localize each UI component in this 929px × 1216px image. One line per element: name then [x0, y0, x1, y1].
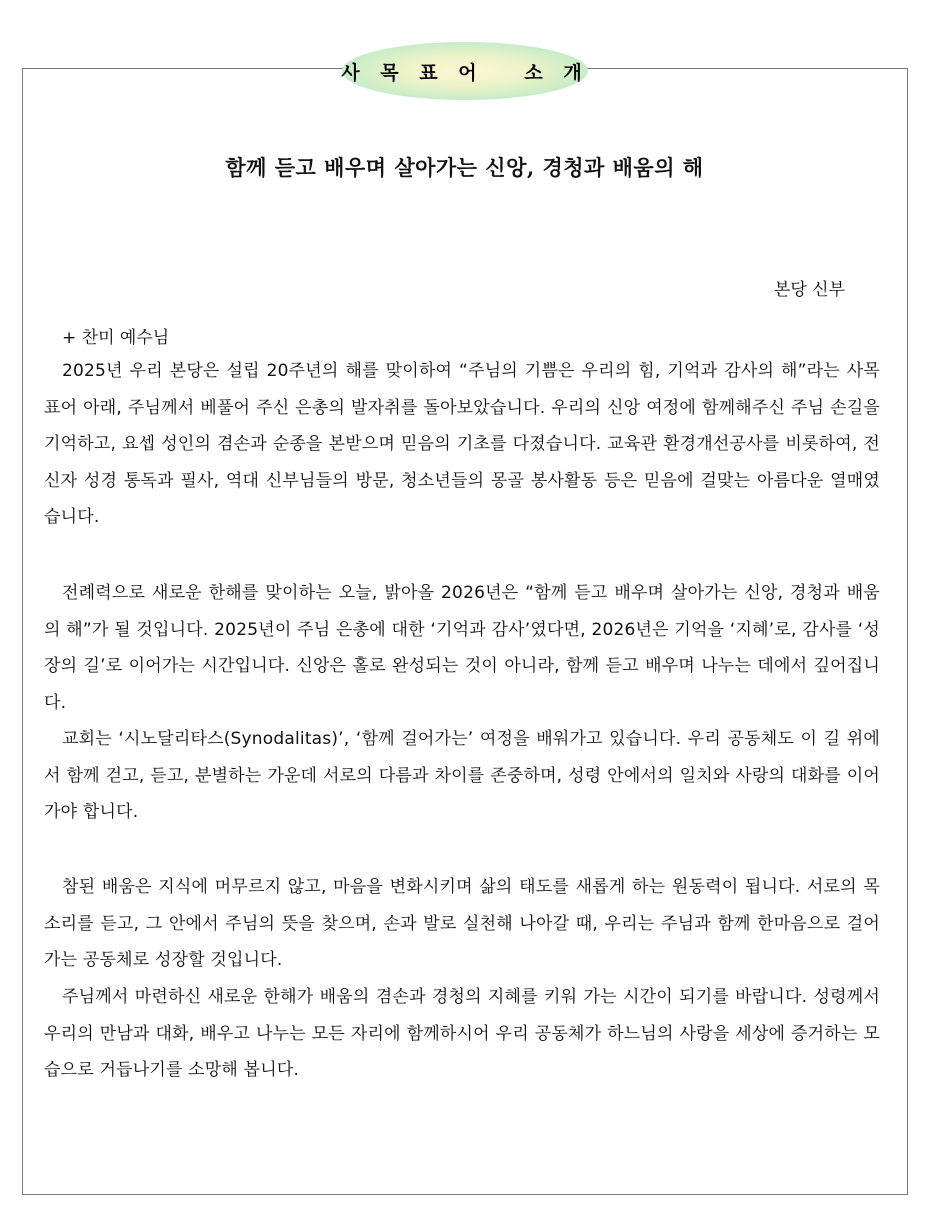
paragraph-block	[44, 353, 880, 536]
document-title: 함께 듣고 배우며 살아가는 신앙, 경청과 배움의 해	[225, 155, 704, 180]
paragraph: 참된 배움은 지식에 머무르지 않고, 마음을 변화시키며 삶의 태도를 새롭게 하는 원동력이 됩니다. 서로의 목소리를 듣고, 그 안에서 주님의 뜻을 찾으며, 손과 발로 실천해 나아갈 때, 우리는 주님과 함께 한마음으로 걸어가는 공동체로 성장할 것입니다.	[44, 877, 880, 970]
author-line: 본당 신부	[773, 280, 845, 300]
paragraph-block	[44, 979, 880, 1089]
greeting-line: + 찬미 예수님	[62, 328, 170, 348]
paragraph: 2025년 우리 본당은 설립 20주년의 해를 맞이하여 “주님의 기쁨은 우리의 힘, 기억과 감사의 해”라는 사목 표어 아래, 주님께서 베풀어 주신 은총의 발자취를 돌아보았습니다. 우리의 신앙 여정에 함께해주신 주님 손길을 기억하고, 요셉 성인의 겸손과 순종을 본받으며 믿음의 기초를 다졌습니다. 교육관 환경개선공사를 비롯하여, 전신자 성경 통독과 필사, 역대 신부님들의 방문, 청소년들의 몽골 봉사활동 등은 믿음에 걸맞는 아름다운 열매였습니다.	[44, 361, 880, 527]
paragraph-block	[44, 721, 880, 831]
paragraph: 주님께서 마련하신 새로운 한해가 배움의 겸손과 경청의 지혜를 키워 가는 시간이 되기를 바랍니다. 성령께서 우리의 만남과 대화, 배우고 나누는 모든 자리에 함께하시어 우리 공동체가 하느님의 사랑을 세상에 증거하는 모습으로 거듭나기를 소망해 봅니다.	[44, 987, 880, 1080]
paragraph-block	[44, 575, 880, 721]
badge-label: 사 목 표 어 소 개	[341, 61, 589, 84]
paragraph-block	[44, 869, 880, 979]
paragraph: 교회는 ‘시노달리타스(Synodalitas)’, ‘함께 걸어가는’ 여정을 배워가고 있습니다. 우리 공동체도 이 길 위에서 함께 걷고, 듣고, 분별하는 가운데 서로의 다름과 차이를 존중하며, 성령 안에서의 일치와 사랑의 대화를 이어가야 합니다.	[44, 729, 880, 822]
paragraph: 전례력으로 새로운 한해를 맞이하는 오늘, 밝아올 2026년은 “함께 듣고 배우며 살아가는 신앙, 경청과 배움의 해”가 될 것입니다. 2025년이 주님 은총에 대한 ‘기억과 감사’였다면, 2026년은 기억을 ‘지혜’로, 감사를 ‘성장의 길’로 이어가는 시간입니다. 신앙은 홀로 완성되는 것이 아니라, 함께 듣고 배우며 나누는 데에서 깊어집니다.	[44, 583, 880, 713]
section-badge	[342, 42, 588, 100]
